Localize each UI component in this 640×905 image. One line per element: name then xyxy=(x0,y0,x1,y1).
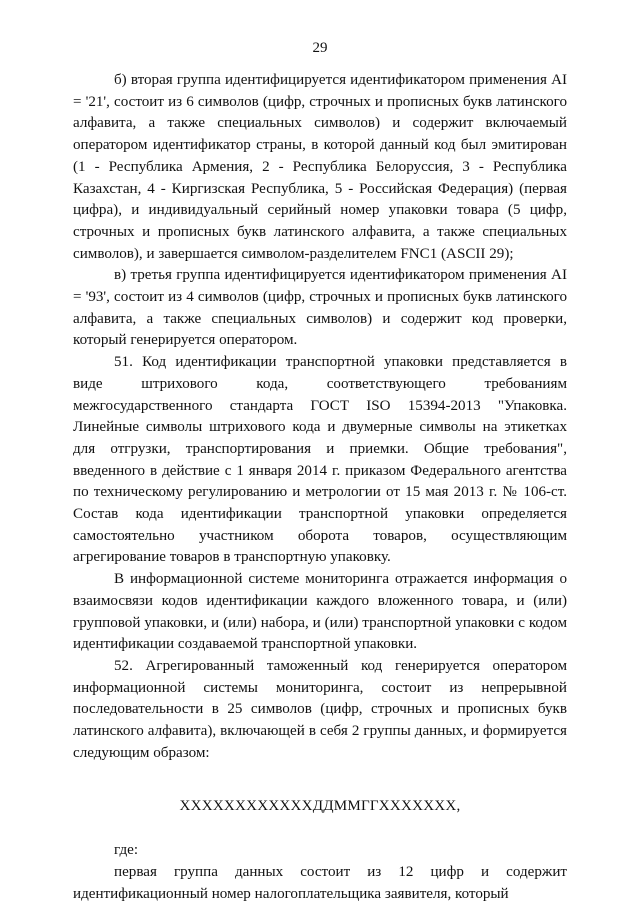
document-body xyxy=(73,70,567,905)
paragraph-51: 51. Код идентификации транспортной упаковки представляется в виде штрихового кода, соответствующего требованиям межгосударственного стандарта ГОСТ ISO 15394-2013 "Упаковка. Линейные символы штрихового кода и двумерные символы на этикетках для отгрузки, транспортирования и приемки. Общие требования", введенного в действие с 1 января 2014 г. приказом Федерального агентства по техническому регулированию и метрологии от 15 мая 2013 г. № 106-ст. Состав кода идентификации транспортной упаковки определяется самостоятельно участником оборота товаров, осуществляющим агрегирование товаров в транспортную упаковку. xyxy=(73,354,567,566)
paragraph-52: 52. Агрегированный таможенный код генерируется оператором информационной системы мониторинга, состоит из непрерывной последовательности в 25 символов (цифр, строчных и прописных букв латинского алфавита), включающей в себя 2 группы данных, и формируется следующим образом: xyxy=(73,657,567,761)
where-label: где: xyxy=(114,842,139,859)
paragraph-first-data-group: первая группа данных состоит из 12 цифр и содержит идентификационный номер налогоплательщика заявителя, который xyxy=(73,863,567,902)
code-template: ХХХХХХХХХХХХДДММГГХХХХХХХ, xyxy=(179,797,461,814)
paragraph-monitoring-info: В информационной системе мониторинга отражается информация о взаимосвязи кодов идентификации каждого вложенного товара, и (или) групповой упаковки, и (или) набора, и (или) транспортной упаковки с кодом идентификации создаваемой транспортной упаковки. xyxy=(73,571,567,653)
paragraph-second-group: б) вторая группа идентифицируется идентификатором применения AI = '21', состоит из 6 символов (цифр, строчных и прописных букв латинского алфавита, а также специальных символов) и содержит включаемый оператором идентификатор страны, в которой данный код был эмитирован (1 - Республика Армения, 2 - Республика Белоруссия, 3 - Республика Казахстан, 4 - Киргизская Республика, 5 - Российская Федерация) (первая цифра), и индивидуальный серийный номер упаковки товара (5 цифр, строчных и прописных букв латинского алфавита, а также специальных символов), и завершается символом-разделителем FNC1 (ASCII 29); xyxy=(73,72,567,262)
paragraph-third-group: в) третья группа идентифицируется идентификатором применения AI = '93', состоит из 4 символов (цифр, строчных и прописных букв латинского алфавита, а также специальных символов) и содержит код проверки, который генерируется оператором. xyxy=(73,267,567,349)
page-number: 29 xyxy=(312,40,328,56)
